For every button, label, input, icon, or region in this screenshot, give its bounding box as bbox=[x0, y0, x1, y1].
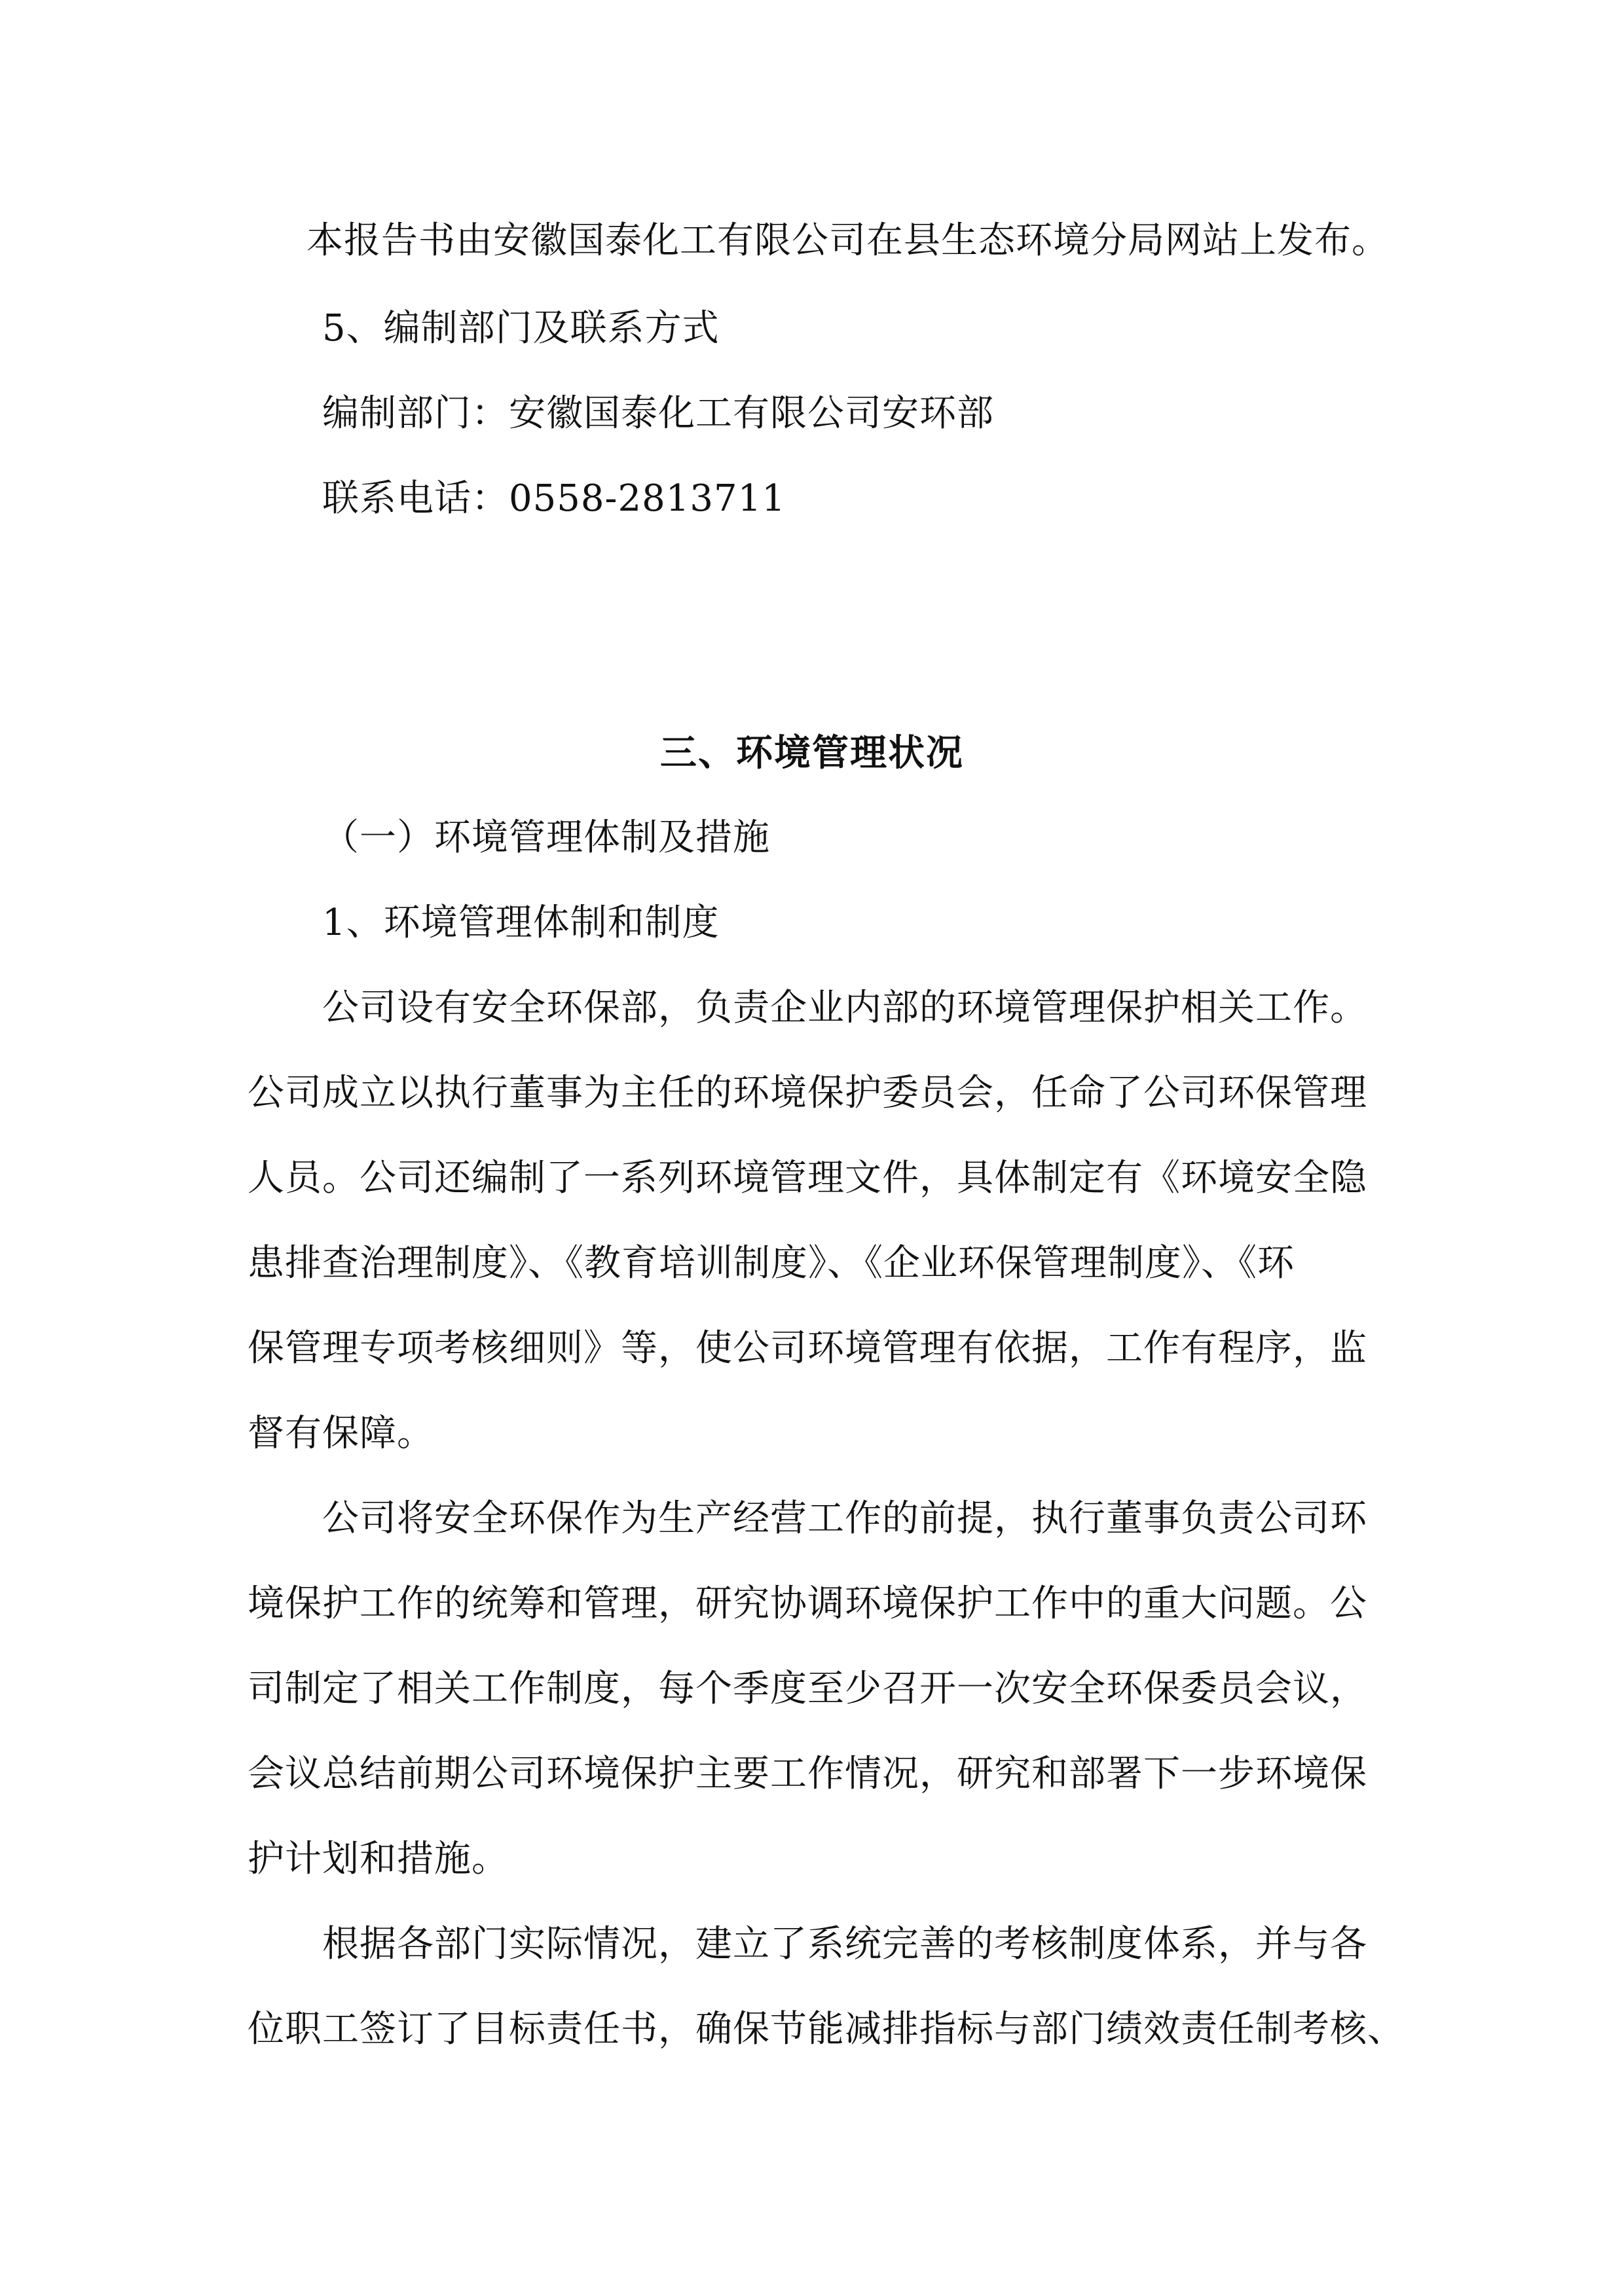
paragraph-line: 督有保障。 bbox=[248, 1412, 434, 1455]
item-title: 1、环境管理体制和制度 bbox=[322, 902, 720, 944]
phone-line: 联系电话：0558-2813711 bbox=[322, 477, 786, 520]
paragraph-line: 会议总结前期公司环境保护主要工作情况，研究和部署下一步环境保 bbox=[248, 1753, 1367, 1795]
paragraph-line: 境保护工作的统筹和管理，研究协调环境保护工作中的重大问题。公 bbox=[248, 1582, 1367, 1625]
paragraph-line: 人员。公司还编制了一系列环境管理文件，具体制定有《环境安全隐 bbox=[248, 1157, 1367, 1199]
publish-statement: 本报告书由安徽国泰化工有限公司在县生态环境分局网站上发布。 bbox=[306, 219, 1389, 262]
paragraph-line: 护计划和措施。 bbox=[248, 1838, 509, 1880]
paragraph-line: 患排查治理制度》、《教育培训制度》、《企业环保管理制度》、《环 bbox=[248, 1242, 1295, 1285]
paragraph-line: 公司设有安全环保部，负责企业内部的环境管理保护相关工作。 bbox=[322, 987, 1367, 1029]
paragraph-line: 保管理专项考核细则》等，使公司环境管理有依据，工作有程序，监 bbox=[248, 1327, 1367, 1370]
section-title: 三、环境管理状况 bbox=[660, 731, 964, 774]
department-line: 编制部门：安徽国泰化工有限公司安环部 bbox=[322, 392, 994, 435]
paragraph-line: 位职工签订了目标责任书，确保节能减排指标与部门绩效责任制考核、 bbox=[248, 2008, 1405, 2050]
paragraph-line: 司制定了相关工作制度，每个季度至少召开一次安全环保委员会议， bbox=[248, 1667, 1367, 1710]
subsection-title: （一）环境管理体制及措施 bbox=[322, 816, 770, 859]
contact-section-title: 5、编制部门及联系方式 bbox=[322, 307, 720, 350]
paragraph-line: 公司将安全环保作为生产经营工作的前提，执行董事负责公司环 bbox=[322, 1497, 1367, 1540]
paragraph-line: 根据各部门实际情况，建立了系统完善的考核制度体系，并与各 bbox=[322, 1923, 1367, 1965]
paragraph-line: 公司成立以执行董事为主任的环境保护委员会，任命了公司环保管理 bbox=[248, 1072, 1367, 1114]
